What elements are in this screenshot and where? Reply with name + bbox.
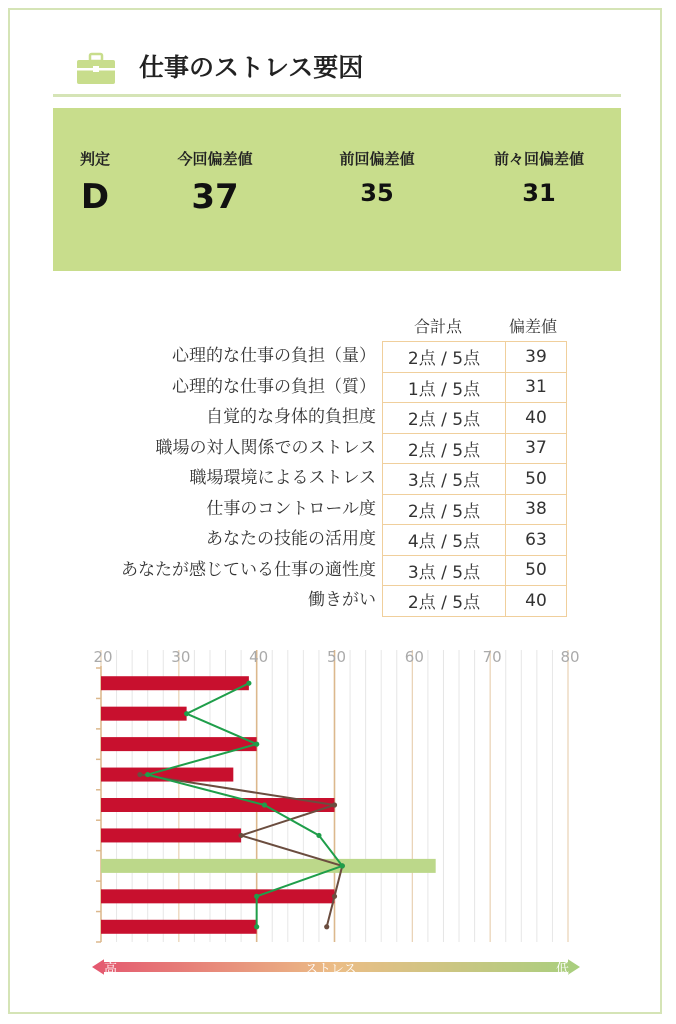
series-point: [340, 863, 345, 868]
table-row: [383, 525, 567, 556]
x-tick-label: 80: [560, 648, 580, 666]
judgement-block: [71, 148, 119, 217]
current-deviation-label: 今回偏差値: [177, 150, 253, 168]
deviation-cell: 63: [506, 525, 567, 556]
x-tick-label: 50: [326, 648, 347, 666]
points-cell: 2点 / 5点: [383, 494, 506, 525]
table-row: [383, 372, 567, 403]
summary-panel: [53, 108, 621, 271]
table-row: [383, 403, 567, 434]
x-tick-label: 30: [171, 648, 191, 666]
briefcase-icon: [77, 52, 115, 84]
series-point: [246, 681, 251, 686]
stress-label: ストレス: [305, 962, 357, 977]
stress-high-label: 高: [104, 962, 118, 977]
before-previous-deviation-value: 31: [522, 179, 556, 207]
table-row: [383, 433, 567, 464]
points-cell: 2点 / 5点: [383, 342, 506, 373]
points-cell: 2点 / 5点: [383, 433, 506, 464]
current-deviation-value: 37: [191, 177, 239, 217]
x-tick-label: 60: [404, 648, 424, 666]
points-cell: 3点 / 5点: [383, 464, 506, 495]
series-point: [316, 833, 321, 838]
series-point: [145, 772, 150, 777]
bar: [101, 889, 335, 903]
deviation-cell: 31: [506, 372, 567, 403]
deviation-cell: 40: [506, 586, 567, 617]
row-label: 心理的な仕事の負担（質）: [172, 376, 376, 397]
series-point: [137, 772, 142, 777]
series-point: [239, 833, 244, 838]
judgement-label: 判定: [79, 150, 110, 168]
bar: [101, 828, 241, 842]
judgement-value: D: [80, 177, 110, 217]
series-point: [332, 802, 337, 807]
series-point: [254, 742, 259, 747]
stress-scale: [92, 956, 580, 978]
table-row: [383, 464, 567, 495]
row-label: 仕事のコントロール度: [206, 498, 376, 519]
previous-deviation-label: 前回偏差値: [339, 150, 415, 168]
bar: [101, 920, 257, 934]
row-label: 働きがい: [308, 590, 376, 610]
row-label: 職場の対人関係でのストレス: [155, 437, 376, 458]
before-previous-deviation-label: 前々回偏差値: [493, 150, 584, 168]
row-label: 自覚的な身体的負担度: [206, 407, 376, 427]
row-label: 心理的な仕事の負担（量）: [172, 346, 376, 366]
deviation-chart: [0, 640, 676, 952]
series-point: [254, 894, 259, 899]
table-row: [383, 555, 567, 586]
series-point: [324, 924, 329, 929]
x-tick-label: 20: [93, 648, 113, 666]
bar: [101, 737, 257, 751]
before-previous-deviation-block: [477, 148, 601, 207]
points-cell: 2点 / 5点: [383, 403, 506, 434]
deviation-cell: 50: [506, 464, 567, 495]
table-row: [383, 586, 567, 617]
series-point: [332, 894, 337, 899]
row-label: 職場環境によるストレス: [189, 468, 376, 488]
series-point: [262, 802, 267, 807]
table-row: [383, 494, 567, 525]
bar: [101, 676, 249, 690]
current-deviation-block: [155, 148, 275, 217]
series-point: [184, 711, 189, 716]
section-header: [53, 38, 621, 97]
deviation-cell: 50: [506, 555, 567, 586]
row-label: あなたの技能の活用度: [206, 529, 376, 549]
x-tick-label: 70: [482, 648, 502, 666]
points-cell: 2点 / 5点: [383, 586, 506, 617]
deviation-header: 偏差値: [509, 317, 558, 336]
deviation-cell: 39: [506, 342, 567, 373]
bar: [101, 859, 436, 873]
row-label: あなたが感じている仕事の適性度: [121, 559, 376, 580]
bar: [101, 707, 187, 721]
previous-deviation-block: [317, 148, 437, 207]
row-label-list: [80, 341, 376, 616]
deviation-cell: 38: [506, 494, 567, 525]
deviation-cell: 40: [506, 403, 567, 434]
table-row: [383, 342, 567, 373]
previous-deviation-value: 35: [360, 179, 394, 207]
deviation-cell: 37: [506, 433, 567, 464]
points-cell: 3点 / 5点: [383, 555, 506, 586]
series-point: [254, 924, 259, 929]
points-cell: 1点 / 5点: [383, 372, 506, 403]
x-tick-label: 40: [249, 648, 269, 666]
points-header: 合計点: [414, 317, 463, 336]
page-title: 仕事のストレス要因: [139, 53, 364, 82]
stress-low-label: 低: [556, 962, 570, 977]
points-cell: 4点 / 5点: [383, 525, 506, 556]
score-table: [382, 341, 567, 617]
